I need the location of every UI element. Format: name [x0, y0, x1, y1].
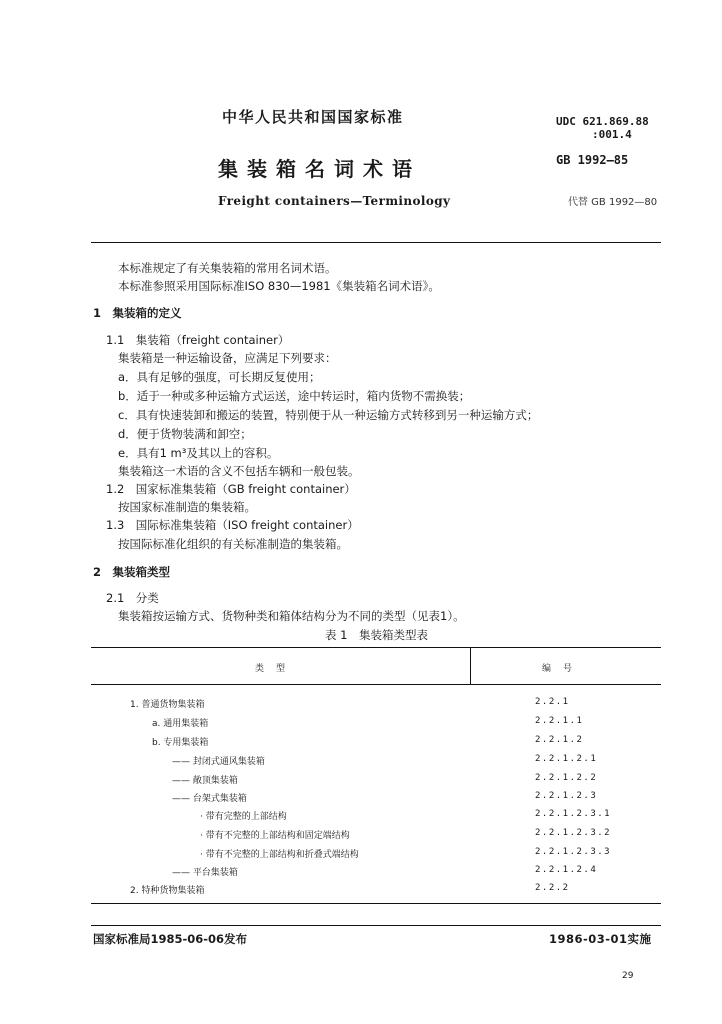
section-1-3-heading: 1.3 国际标准集装箱（ISO freight container）	[106, 518, 359, 532]
table-row-type: —— 敞顶集装箱	[172, 776, 238, 786]
section-1-heading: 1 集装箱的定义	[93, 306, 182, 320]
table-row-type: —— 台架式集装箱	[172, 794, 247, 804]
table-row-type: —— 封闭式通风集装箱	[172, 757, 265, 767]
section-2-1-heading: 2.1 分类	[106, 591, 159, 605]
page-number: 29	[622, 971, 634, 981]
section-1-2-text: 按国家标准制造的集装箱。	[118, 500, 256, 514]
section-1-1-heading: 1.1 集装箱（freight container）	[106, 333, 290, 347]
table-top-rule	[91, 647, 661, 648]
table-row-type: a. 通用集装箱	[152, 719, 209, 729]
table-row-code: 2.2.1.2.4	[535, 865, 598, 875]
table-row-code: 2.2.1.2.3.1	[535, 809, 612, 819]
intro-line-1: 本标准规定了有关集装箱的常用名词术语。	[118, 261, 337, 275]
requirement-a: a．具有足够的强度，可长期反复使用；	[118, 370, 321, 384]
requirement-c: c．具有快速装卸和搬运的装置，特别便于从一种运输方式转移到另一种运输方式；	[118, 408, 539, 422]
issue-date: 国家标准局1985-06-06发布	[93, 932, 248, 946]
intro-line-2: 本标准参照采用国际标准ISO 830—1981《集装箱名词术语》。	[118, 279, 440, 293]
footer-divider	[91, 925, 661, 926]
table-header-code: 编号	[542, 664, 585, 674]
requirement-e: e．具有1 m³及其以上的容积。	[118, 446, 279, 460]
table-row-code: 2.2.1.2.3.2	[535, 828, 612, 838]
table-row-code: 2.2.1	[535, 697, 570, 707]
section-2-heading: 2 集装箱类型	[93, 565, 171, 579]
table-row-type: · 带有不完整的上部结构和固定端结构	[200, 831, 350, 841]
table-row-type: · 带有不完整的上部结构和折叠式端结构	[200, 850, 359, 860]
table-row-type: 2. 特种货物集装箱	[130, 886, 205, 896]
section-1-2-heading: 1.2 国家标准集装箱（GB freight container）	[106, 482, 356, 496]
section-2-1-text: 集装箱按运输方式、货物种类和箱体结构分为不同的类型（见表1）。	[118, 609, 465, 623]
requirement-d: d．便于货物装满和卸空；	[118, 427, 252, 441]
document-title: 集装箱名词术语	[218, 157, 421, 181]
section-1-3-text: 按国际标准化组织的有关标准制造的集装箱。	[118, 537, 348, 551]
gb-number: GB 1992—85	[556, 153, 629, 167]
udc-code-suffix: :001.4	[592, 128, 632, 141]
table-row-code: 2.2.2	[535, 883, 570, 893]
table-row-code: 2.2.1.2.3.3	[535, 847, 612, 857]
table-row-code: 2.2.1.2.1	[535, 754, 598, 764]
requirement-b: b．适于一种或多种运输方式运送，途中转运时，箱内货物不需换装；	[118, 389, 471, 403]
standard-name: 中华人民共和国国家标准	[222, 108, 404, 126]
table-row-type: b. 专用集装箱	[152, 738, 209, 748]
table-row-type: · 带有完整的上部结构	[200, 812, 287, 822]
table-header-type: 类型	[255, 664, 298, 674]
udc-code: UDC 621.869.88	[556, 115, 649, 128]
section-1-1-text: 集装箱是一种运输设备，应满足下列要求：	[118, 351, 337, 365]
table-header-rule	[91, 684, 661, 685]
table-row-type: 1. 普通货物集装箱	[130, 700, 205, 710]
header-divider	[91, 242, 661, 243]
table-row-type: —— 平台集装箱	[172, 868, 238, 878]
table-row-code: 2.2.1.2.2	[535, 773, 598, 783]
section-1-1-note: 集装箱这一术语的含义不包括车辆和一般包装。	[118, 464, 360, 478]
table-row-code: 2.2.1.2.3	[535, 791, 598, 801]
document-title-english: Freight containers—Terminology	[218, 194, 451, 208]
table-header-divider	[470, 647, 471, 684]
effective-date: 1986-03-01实施	[549, 932, 652, 946]
table-row-code: 2.2.1.2	[535, 735, 584, 745]
table-row-code: 2.2.1.1	[535, 716, 584, 726]
table-bottom-rule	[91, 903, 661, 904]
table-caption: 表 1 集装箱类型表	[325, 628, 428, 642]
replaces-note: 代替 GB 1992—80	[568, 197, 658, 208]
